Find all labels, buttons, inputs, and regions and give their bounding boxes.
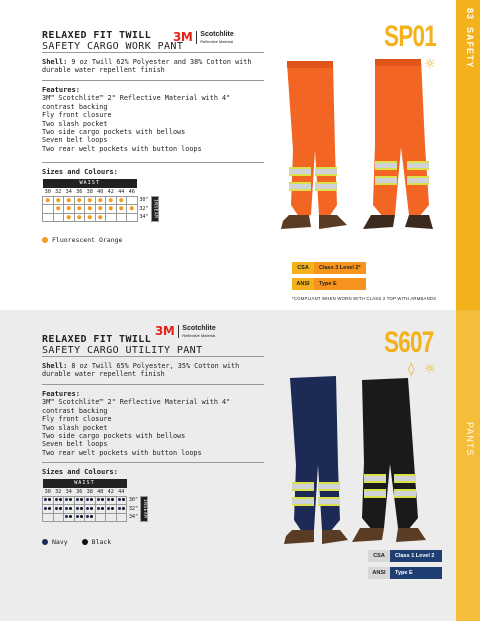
- navy-dot: [86, 498, 89, 501]
- sun-icon: ☼: [424, 362, 436, 377]
- product-code: SP01: [384, 20, 437, 53]
- size-cell: [64, 205, 75, 214]
- size-cell: [95, 205, 106, 214]
- divider: [42, 80, 264, 81]
- shell-label: Shell:: [42, 58, 68, 66]
- waist-size: 42: [107, 488, 114, 495]
- inseam-row: [43, 205, 159, 214]
- size-cell: [53, 205, 64, 214]
- pants-photo-orange: [275, 55, 440, 255]
- ansi-badge: [368, 567, 442, 579]
- waist-size: 34: [65, 188, 72, 195]
- feature-item: Two slash pocket: [42, 423, 108, 432]
- orange-dot: ●: [45, 195, 50, 204]
- orange-dot: ●: [108, 204, 113, 213]
- orange-dot: ●: [98, 212, 103, 221]
- navy-dot: [44, 507, 47, 510]
- 3m-logo: 3M: [173, 30, 193, 44]
- sizes-label: Sizes and Colours:: [42, 168, 118, 176]
- size-cell: [43, 496, 54, 505]
- size-grid: [42, 179, 159, 222]
- waist-size: 32: [55, 188, 62, 195]
- waist-header-row: [43, 479, 148, 488]
- black-swatch: [82, 539, 88, 545]
- size-cell: [64, 505, 75, 514]
- orange-dot: ●: [87, 204, 92, 213]
- page-number: 83: [465, 8, 475, 21]
- inseam-size: 34": [139, 214, 149, 221]
- navy-dot: [76, 507, 79, 510]
- scotchlite-sub: Reflective Material: [182, 332, 216, 338]
- shell-label: Shell:: [42, 362, 68, 370]
- colour-name: Fluorescent Orange: [52, 236, 123, 244]
- black-dot: [69, 498, 72, 501]
- black-dot: [122, 498, 125, 501]
- orange-dot: ●: [87, 195, 92, 204]
- waist-size: 30: [44, 488, 51, 495]
- black-dot: [80, 507, 83, 510]
- title-line-1: RELAXED FIT TWILL: [42, 30, 152, 41]
- waist-size: 38: [86, 488, 93, 495]
- sizes-label: Sizes and Colours:: [42, 468, 118, 476]
- size-cell: [95, 513, 106, 522]
- navy-dot: [97, 498, 100, 501]
- orange-swatch: [42, 237, 48, 243]
- size-cell: [64, 513, 75, 522]
- waist-size: 36: [76, 188, 83, 195]
- csa-badge: [368, 550, 442, 562]
- feature-item: Two rear welt pockets with button loops: [42, 448, 202, 457]
- features-label: Features:: [42, 390, 80, 398]
- pants-photo-navy-black: [280, 370, 440, 550]
- 3m-scotchlite-logo: [155, 324, 216, 338]
- orange-dot: ●: [98, 195, 103, 204]
- divider: [42, 52, 264, 53]
- black-dot: [80, 515, 83, 518]
- size-grid: [42, 479, 148, 522]
- sun-icon: ☼: [424, 57, 436, 72]
- orange-dot: ●: [56, 195, 61, 204]
- size-cell: [64, 496, 75, 505]
- navy-dot: [55, 498, 58, 501]
- sidebar-safety: [456, 0, 480, 310]
- navy-dot: [107, 507, 110, 510]
- waist-sizes-row: [43, 188, 159, 197]
- colour-name: Black: [91, 538, 112, 546]
- waist-size: 44: [118, 488, 125, 495]
- waist-sizes-row: [43, 488, 148, 497]
- navy-dot: [65, 515, 68, 518]
- ansi-label: ANSI: [292, 278, 314, 290]
- size-cell: [85, 213, 96, 222]
- size-cell: [74, 496, 85, 505]
- inseam-row: [43, 196, 159, 205]
- inseam-row: [43, 513, 148, 522]
- features-label: Features:: [42, 86, 80, 94]
- product-sp01: [0, 0, 456, 310]
- size-cell: [43, 513, 54, 522]
- ansi-badge: [292, 278, 366, 290]
- scotchlite-sub: Reflective Material: [200, 38, 234, 44]
- size-cell: [116, 513, 127, 522]
- size-cell: [127, 196, 138, 205]
- size-cell: [106, 213, 117, 222]
- black-dot: [80, 498, 83, 501]
- sidebar-label: [465, 8, 475, 69]
- inseam-size: 34": [128, 514, 139, 521]
- orange-dot: ●: [119, 195, 124, 204]
- inseam-row: [43, 496, 148, 505]
- sidebar-top-text: SAFETY: [465, 27, 475, 69]
- size-cell: [74, 505, 85, 514]
- orange-dot: ●: [66, 195, 71, 204]
- product-s607: [0, 310, 456, 621]
- title-line-1: RELAXED FIT TWILL: [42, 334, 152, 345]
- feature-item: Fly front closure: [42, 415, 112, 424]
- csa-badge: [292, 262, 366, 274]
- inseam-row: [43, 213, 159, 222]
- orange-dot: ●: [98, 204, 103, 213]
- size-cell: [74, 205, 85, 214]
- waist-size: 36: [76, 488, 83, 495]
- black-dot: [48, 507, 51, 510]
- water-drop-icon: ◊: [408, 362, 415, 377]
- orange-dot: ●: [119, 204, 124, 213]
- feature-item: Fly front closure: [42, 111, 112, 120]
- size-cell: [43, 213, 54, 222]
- size-cell: [127, 205, 138, 214]
- navy-dot: [86, 515, 89, 518]
- shell-text: 8 oz Twill 65% Polyester, 35% Cotton with durable water repellent finish: [42, 362, 240, 379]
- feature-item: 3M™ Scotchlite™ 2" Reflective Material with 4" contrast backing: [42, 398, 231, 415]
- size-cell: [85, 205, 96, 214]
- waist-size: 40: [97, 188, 104, 195]
- inseam-row: [43, 505, 148, 514]
- scotchlite-name: Scotchlite: [200, 30, 234, 38]
- black-dot: [101, 507, 104, 510]
- size-cell: [106, 505, 117, 514]
- size-cell: [116, 196, 127, 205]
- size-cell: [116, 496, 127, 505]
- navy-dot: [97, 507, 100, 510]
- 3m-logo: 3M: [155, 324, 175, 338]
- spacer: [127, 488, 141, 497]
- navy-dot: [76, 498, 79, 501]
- black-dot: [90, 507, 93, 510]
- size-cell: [53, 496, 64, 505]
- features-block: [42, 86, 267, 153]
- black-dot: [59, 507, 62, 510]
- size-cell: [74, 513, 85, 522]
- navy-dot: [55, 507, 58, 510]
- size-cell: [116, 205, 127, 214]
- size-cell: [127, 213, 138, 222]
- back-pant: [363, 59, 433, 229]
- colour-name: Navy: [52, 538, 68, 546]
- orange-dot: ●: [129, 204, 134, 213]
- size-cell: [43, 505, 54, 514]
- waist-size: 46: [128, 188, 135, 195]
- feature-item: 3M™ Scotchlite™ 2" Reflective Material with 4" contrast backing: [42, 94, 231, 111]
- black-dot: [90, 498, 93, 501]
- size-cell: [95, 196, 106, 205]
- orange-dot: ●: [77, 212, 82, 221]
- black-dot: [69, 507, 72, 510]
- navy-swatch: [42, 539, 48, 545]
- feature-item: Seven belt loops: [42, 136, 108, 145]
- sidebar-pants: [456, 310, 480, 621]
- waist-size: 44: [118, 188, 125, 195]
- feature-item: Two side cargo pockets with bellows: [42, 432, 186, 441]
- inseam-label: INSEAM: [141, 496, 148, 522]
- shell-text: 9 oz Twill 62% Polyester and 38% Cotton with durable water repellent finish: [42, 58, 252, 75]
- black-dot: [48, 498, 51, 501]
- size-cell: [53, 513, 64, 522]
- size-cell: [85, 505, 96, 514]
- feature-item: Seven belt loops: [42, 440, 108, 449]
- size-cell: [53, 196, 64, 205]
- size-cell: [43, 196, 54, 205]
- size-cell: [106, 496, 117, 505]
- inseam-size: 30": [128, 497, 139, 504]
- orange-dot: ●: [87, 212, 92, 221]
- spacer: [127, 479, 141, 488]
- csa-label: CSA: [368, 550, 390, 562]
- waist-label: WAIST: [43, 479, 127, 488]
- features-block: [42, 390, 267, 457]
- black-dot: [69, 515, 72, 518]
- black-dot: [101, 498, 104, 501]
- size-cell: [85, 496, 96, 505]
- orange-dot: ●: [77, 204, 82, 213]
- black-dot: [111, 507, 114, 510]
- waist-label: WAIST: [43, 179, 138, 188]
- title-line-2: SAFETY CARGO UTILITY PANT: [42, 345, 203, 356]
- size-cell: [64, 213, 75, 222]
- spacer: [137, 179, 151, 188]
- divider: [42, 462, 264, 463]
- orange-dot: ●: [66, 204, 71, 213]
- navy-dot: [65, 507, 68, 510]
- navy-dot: [76, 515, 79, 518]
- black-dot: [90, 515, 93, 518]
- black-dot: [122, 507, 125, 510]
- front-pant: [281, 61, 347, 229]
- title-line-2: SAFETY CARGO WORK PANT: [42, 41, 184, 52]
- inseam-label: INSEAM: [151, 196, 158, 222]
- feature-item: Two side cargo pockets with bellows: [42, 128, 186, 137]
- navy-pant: [284, 376, 348, 544]
- waist-size: 42: [107, 188, 114, 195]
- shell-description: [42, 58, 267, 75]
- size-cell: [106, 196, 117, 205]
- orange-dot: ●: [77, 195, 82, 204]
- size-cell: [74, 196, 85, 205]
- size-cell: [95, 505, 106, 514]
- ansi-value: Type E: [390, 567, 442, 579]
- black-dot: [59, 498, 62, 501]
- navy-dot: [65, 498, 68, 501]
- waist-size: 38: [86, 188, 93, 195]
- orange-dot: ●: [56, 204, 61, 213]
- colour-legend: [42, 538, 111, 546]
- orange-dot: ●: [108, 195, 113, 204]
- sidebar-bottom-text: PANTS: [465, 422, 475, 457]
- compliance-note: *COMPLIANT WHEN WORN WITH CLASS 2 TOP WITH ARMBANDS: [292, 296, 437, 301]
- product-title: [42, 30, 183, 52]
- navy-dot: [107, 498, 110, 501]
- size-cell: [85, 513, 96, 522]
- size-cell: [43, 205, 54, 214]
- size-cell: [95, 496, 106, 505]
- ansi-value: Type E: [314, 278, 366, 290]
- csa-value: Class 1 Level 2: [390, 550, 442, 562]
- size-cell: [106, 205, 117, 214]
- size-cell: [85, 196, 96, 205]
- scotchlite-mark: [178, 325, 215, 338]
- orange-dot: ●: [66, 212, 71, 221]
- inseam-size: 32": [128, 505, 139, 512]
- inseam-size: 30": [139, 197, 149, 204]
- waist-size: 30: [44, 188, 51, 195]
- size-cell: [106, 513, 117, 522]
- waist-header-row: [43, 179, 159, 188]
- size-cell: [53, 213, 64, 222]
- csa-label: CSA: [292, 262, 314, 274]
- size-cell: [74, 213, 85, 222]
- size-cell: [116, 213, 127, 222]
- feature-item: Two rear welt pockets with button loops: [42, 144, 202, 153]
- size-cell: [95, 213, 106, 222]
- waist-size: 34: [65, 488, 72, 495]
- 3m-scotchlite-logo: [173, 30, 234, 44]
- size-cell: [53, 505, 64, 514]
- inseam-size: 32": [139, 205, 149, 212]
- navy-dot: [118, 507, 121, 510]
- feature-item: Two slash pocket: [42, 119, 108, 128]
- colour-legend: [42, 236, 122, 244]
- shell-description: [42, 362, 267, 379]
- divider: [42, 356, 264, 357]
- scotchlite-mark: [196, 31, 233, 44]
- waist-size: 32: [55, 488, 62, 495]
- divider: [42, 162, 264, 163]
- black-dot: [111, 498, 114, 501]
- spacer: [137, 188, 151, 197]
- waist-size: 40: [97, 488, 104, 495]
- ansi-label: ANSI: [368, 567, 390, 579]
- navy-dot: [118, 498, 121, 501]
- scotchlite-name: Scotchlite: [182, 324, 216, 332]
- size-cell: [64, 196, 75, 205]
- navy-dot: [86, 507, 89, 510]
- divider: [42, 384, 264, 385]
- size-cell: [116, 505, 127, 514]
- black-pant: [352, 378, 426, 542]
- navy-dot: [44, 498, 47, 501]
- product-code: S607: [384, 326, 434, 359]
- csa-value: Class 3 Level 2*: [314, 262, 366, 274]
